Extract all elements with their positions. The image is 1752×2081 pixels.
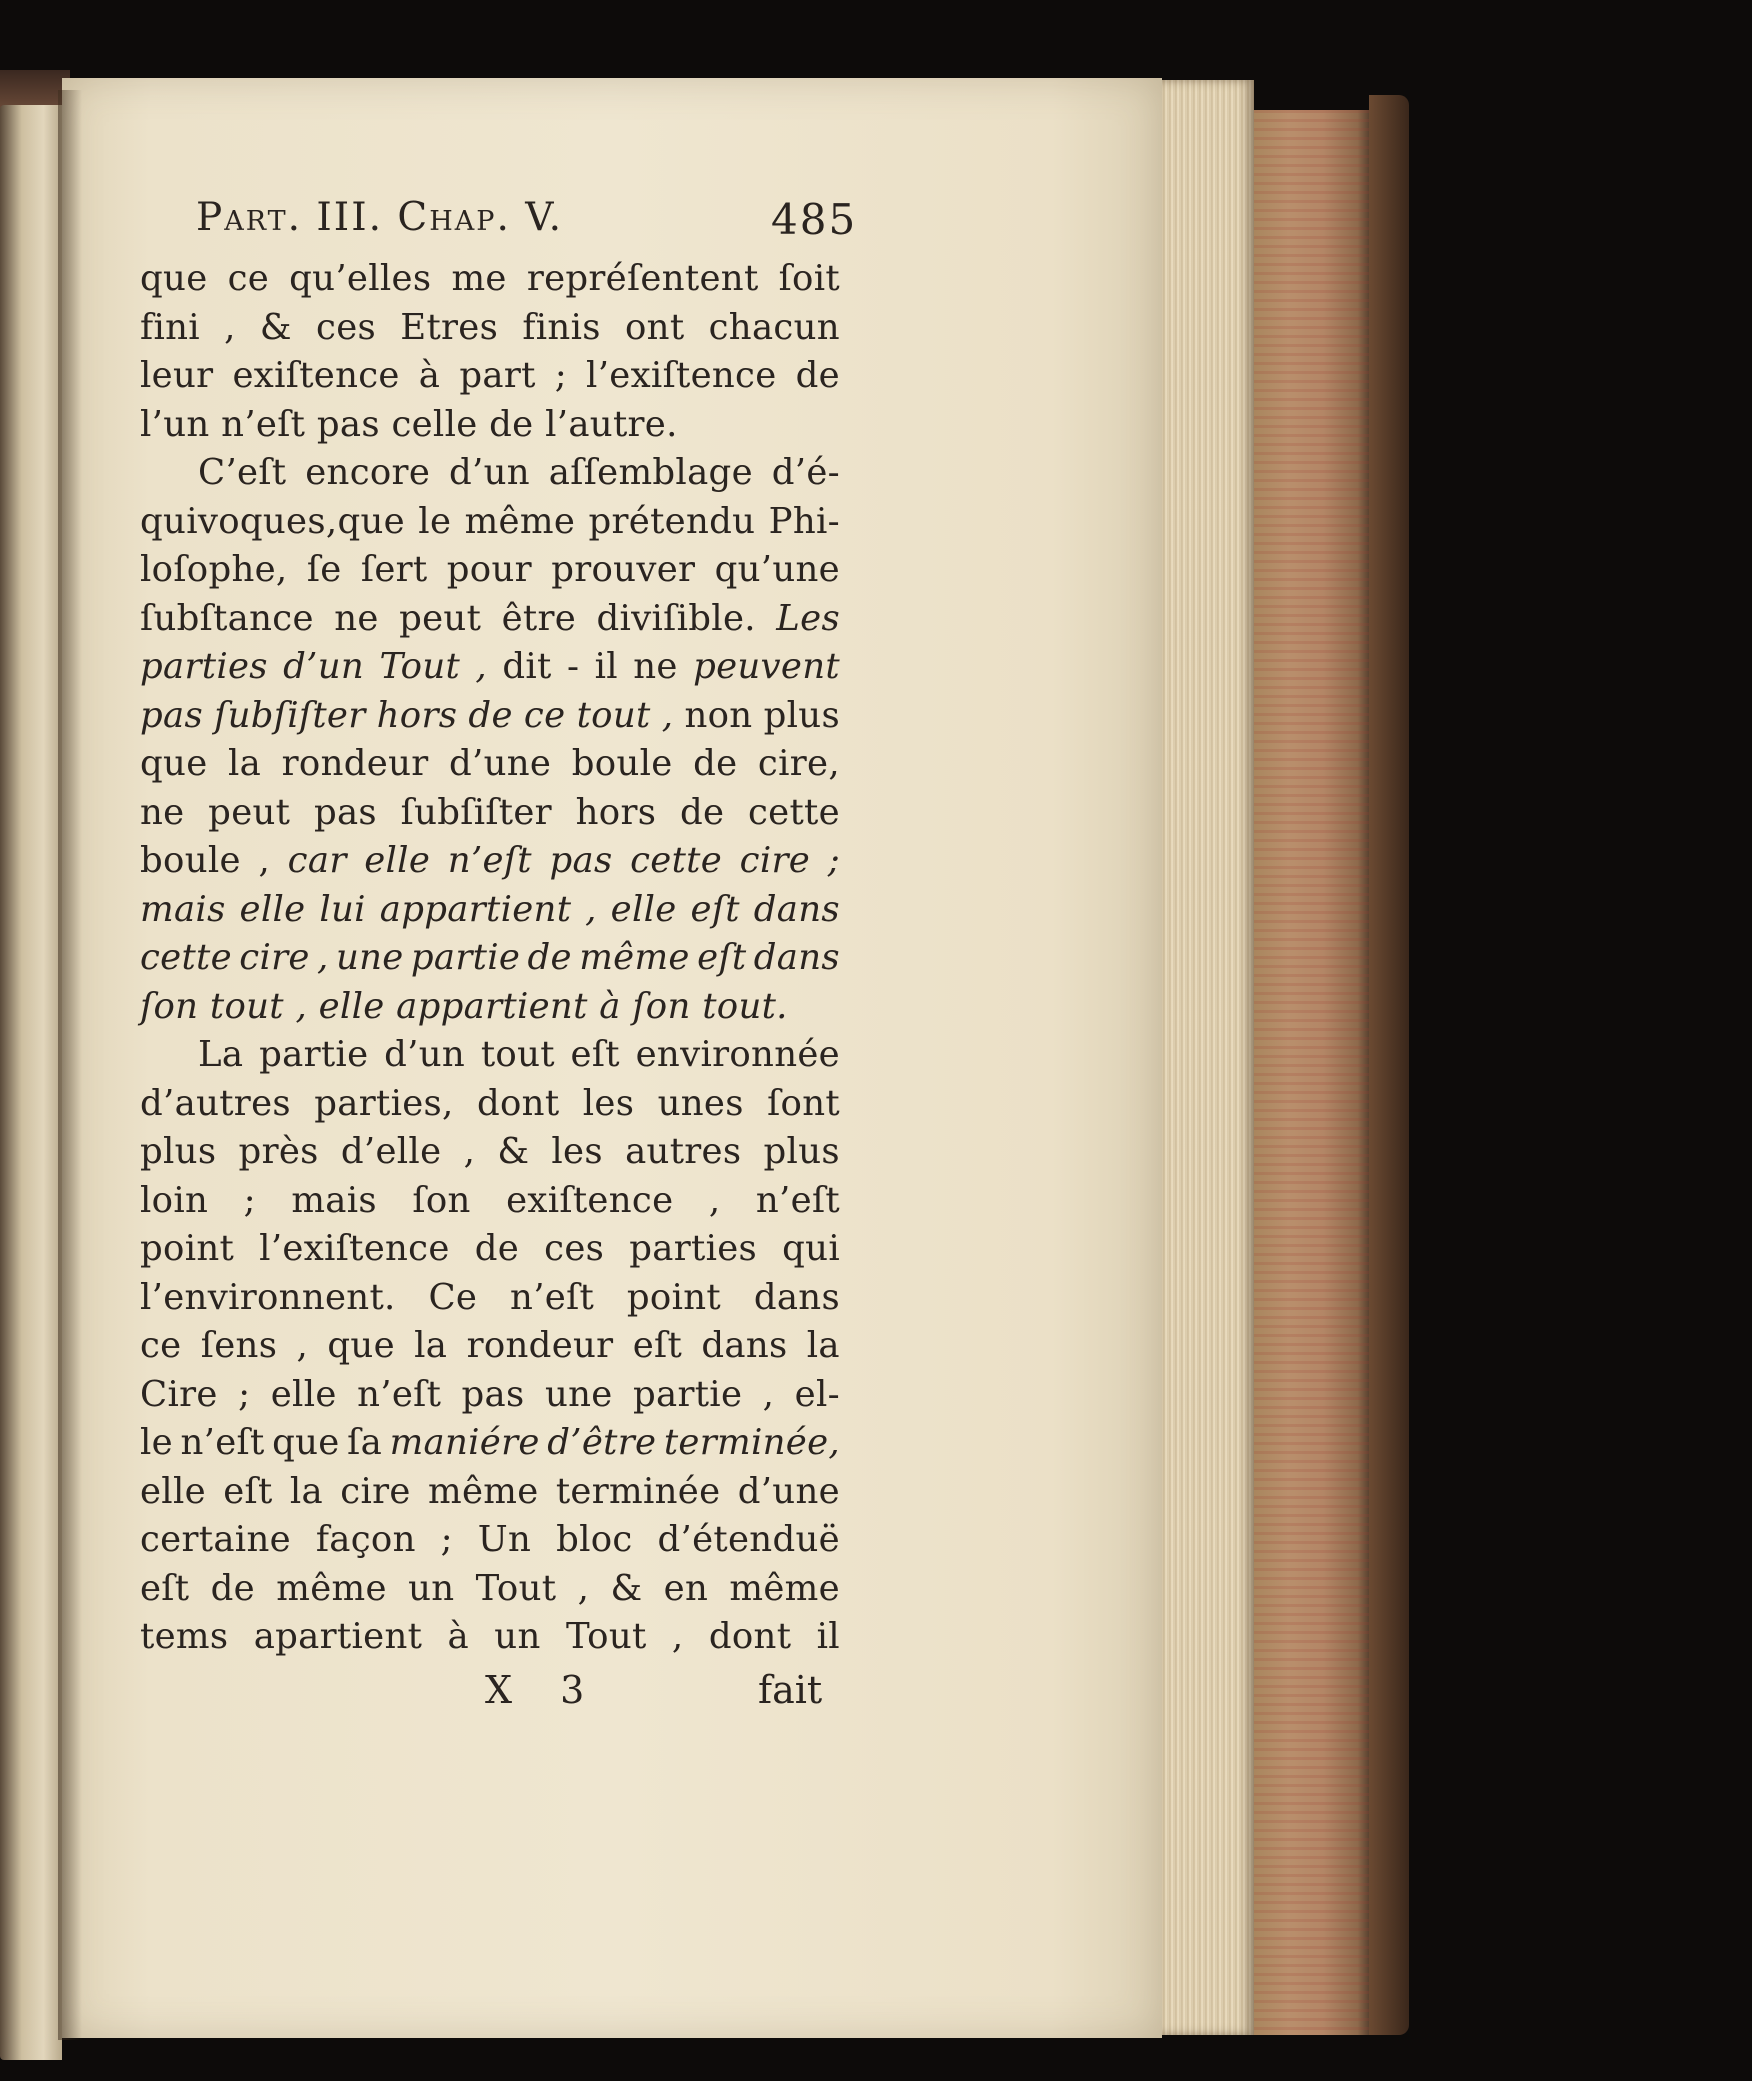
- word: exiſtence: [232, 355, 400, 396]
- word: dont: [708, 1616, 792, 1657]
- text-line: [140, 449, 840, 498]
- text-line: [140, 1225, 840, 1274]
- word: lui: [319, 888, 366, 930]
- word: ;: [238, 1373, 251, 1415]
- text-line: [140, 837, 840, 886]
- word: ;: [827, 840, 840, 881]
- text-line: [140, 1274, 840, 1323]
- body-text: [140, 255, 840, 1662]
- word: façon: [315, 1519, 416, 1560]
- word: il: [594, 646, 618, 687]
- word: parties,: [314, 1082, 454, 1124]
- word: exiſtence: [506, 1179, 674, 1221]
- word: d’étenduë: [657, 1519, 840, 1560]
- word: prouver: [551, 549, 696, 590]
- word: à: [418, 355, 441, 396]
- word: peuvent: [693, 646, 840, 687]
- word: ne: [140, 791, 185, 833]
- word: n’eſt: [221, 403, 306, 445]
- text-line: [140, 1080, 840, 1129]
- word: qui: [782, 1228, 840, 1269]
- word: boule: [571, 743, 673, 784]
- word: les: [582, 1082, 635, 1124]
- word: ſa: [347, 1422, 383, 1463]
- word: ſubſtance: [140, 597, 314, 639]
- word: repréſentent: [526, 258, 759, 299]
- word: eſt: [140, 1567, 190, 1609]
- word: ce: [523, 694, 566, 736]
- word: plus: [763, 1131, 840, 1172]
- word: cette: [140, 937, 232, 978]
- word: Les: [776, 597, 840, 639]
- word: dans: [753, 888, 840, 930]
- word: ,: [463, 1131, 476, 1172]
- text-line: [140, 740, 840, 789]
- word: leur: [140, 355, 214, 396]
- word: unes: [657, 1082, 744, 1124]
- page-footer: [140, 1662, 840, 1718]
- word: ,: [475, 646, 487, 687]
- word: ,: [317, 937, 329, 978]
- word: n’eſt: [447, 840, 532, 881]
- word: d’un: [384, 1034, 466, 1075]
- word: un: [494, 1616, 541, 1657]
- word: pas: [316, 403, 380, 445]
- word: pas: [549, 840, 613, 881]
- word: ont: [624, 306, 685, 348]
- word: ce: [227, 258, 270, 299]
- word: tout: [576, 694, 651, 736]
- word: maniére: [389, 1422, 540, 1463]
- word: cire: [239, 937, 310, 978]
- word: n’eſt: [357, 1373, 442, 1415]
- word: n’eſt: [180, 1422, 265, 1463]
- word: ,: [671, 1616, 684, 1657]
- word: dans: [753, 937, 840, 978]
- signature-mark: X 3: [485, 1667, 603, 1712]
- word: qu’elles: [289, 258, 432, 299]
- word: Etres: [400, 306, 499, 348]
- word: -: [566, 646, 580, 687]
- word: ,: [295, 985, 308, 1027]
- word: non: [684, 694, 753, 736]
- word: mais: [140, 888, 226, 930]
- word: ſe: [306, 549, 342, 590]
- word: rondeur: [281, 743, 429, 784]
- word: même: [428, 1470, 539, 1512]
- word: pas: [461, 1373, 525, 1415]
- word: ſubſiſter: [214, 694, 366, 736]
- word: ,: [762, 1373, 775, 1415]
- word: de: [679, 791, 725, 833]
- word: ſont: [767, 1082, 840, 1124]
- page-gutter-shadow: [58, 90, 82, 2040]
- word: d’elle: [340, 1131, 442, 1172]
- word: Cire: [140, 1373, 218, 1415]
- word: tout.: [702, 985, 788, 1027]
- word: ;: [243, 1179, 256, 1221]
- word: dans: [701, 1325, 788, 1366]
- word: elle: [318, 985, 385, 1027]
- word: ,: [708, 1179, 721, 1221]
- word: environnée: [635, 1034, 840, 1075]
- word: ſon: [140, 985, 199, 1027]
- word: ces: [544, 1228, 605, 1269]
- word: que: [140, 743, 208, 784]
- word: finis: [522, 306, 601, 348]
- text-line: [140, 1419, 840, 1468]
- word: le: [418, 500, 452, 542]
- word: une: [335, 937, 404, 978]
- word: C’eſt: [198, 452, 287, 493]
- page-block-fore-edge: [1162, 80, 1254, 2035]
- word: Tout: [379, 646, 461, 687]
- word: chacun: [708, 306, 840, 348]
- word: tout: [209, 985, 284, 1027]
- word: ,: [224, 306, 236, 348]
- word: point: [140, 1228, 235, 1269]
- running-head: Part. III. Chap. V.: [196, 195, 563, 240]
- word: pour: [446, 549, 532, 590]
- word: el-: [794, 1373, 840, 1415]
- word: ;: [554, 355, 567, 396]
- word: l’autre.: [545, 403, 678, 445]
- book-cover-edge: [1369, 95, 1409, 2035]
- page-text-block: [140, 195, 858, 1718]
- text-line: [140, 595, 840, 644]
- word: ce: [140, 1325, 182, 1366]
- word: d’une: [449, 743, 552, 784]
- word: ne: [334, 597, 379, 639]
- text-line: [140, 1128, 840, 1177]
- word: Ce: [428, 1276, 478, 1318]
- word: elle: [610, 888, 677, 930]
- word: d’autres: [140, 1082, 291, 1124]
- word: ſon: [412, 1179, 471, 1221]
- word: autres: [625, 1131, 742, 1172]
- word: la: [228, 743, 262, 784]
- word: point: [626, 1276, 721, 1318]
- word: même: [729, 1567, 840, 1609]
- word: eſt: [570, 1034, 620, 1075]
- word: car: [287, 840, 347, 881]
- word: le: [140, 1422, 173, 1463]
- word: la: [289, 1470, 323, 1512]
- word: celle: [391, 403, 478, 445]
- word: de: [527, 937, 572, 978]
- word: Tout: [475, 1567, 557, 1609]
- word: &: [259, 306, 292, 348]
- word: l’exiſtence: [259, 1228, 450, 1269]
- word: cette: [747, 791, 840, 833]
- text-line: [140, 643, 840, 692]
- word: près: [238, 1131, 319, 1172]
- text-line: [140, 1468, 840, 1517]
- word: même: [276, 1567, 387, 1609]
- word: ,: [661, 694, 674, 736]
- word: de: [210, 1567, 255, 1609]
- word: mais: [291, 1179, 377, 1221]
- word: en: [663, 1567, 709, 1609]
- word: Un: [477, 1519, 532, 1560]
- text-line: [140, 255, 840, 304]
- text-line: [140, 1322, 840, 1371]
- word: Phi-: [768, 500, 840, 542]
- text-line: [140, 1031, 840, 1080]
- word: loin: [140, 1179, 209, 1221]
- word: les: [551, 1131, 603, 1172]
- word: ces: [316, 306, 377, 348]
- word: partie: [259, 1034, 369, 1075]
- word: même: [579, 937, 690, 978]
- word: d’une: [737, 1470, 840, 1512]
- word: partie: [632, 1373, 743, 1415]
- word: rondeur: [466, 1325, 614, 1366]
- word: d’un: [449, 452, 530, 493]
- word: ſoit: [778, 258, 840, 299]
- text-line: [140, 1565, 840, 1614]
- word: elle: [270, 1373, 337, 1415]
- text-line: [140, 498, 840, 547]
- catchword: fait: [758, 1667, 823, 1712]
- word: que: [272, 1422, 340, 1463]
- word: fini: [140, 306, 200, 348]
- word: qu’une: [714, 549, 840, 590]
- word: aſſemblage: [548, 452, 753, 493]
- word: ,: [585, 888, 597, 930]
- word: ſert: [360, 549, 428, 590]
- text-line: [140, 1177, 840, 1226]
- word: cire: [340, 1470, 411, 1512]
- word: que: [140, 258, 208, 299]
- word: de: [489, 403, 534, 445]
- word: ſens: [200, 1325, 278, 1366]
- word: apartient: [253, 1616, 423, 1657]
- word: hors: [575, 791, 657, 833]
- word: ,: [258, 840, 271, 881]
- word: l’exiſtence: [586, 355, 777, 396]
- word: &: [497, 1131, 530, 1172]
- word: de: [468, 694, 513, 736]
- word: appartient: [379, 888, 572, 930]
- text-line: [140, 983, 840, 1032]
- word: n’eſt: [755, 1179, 840, 1221]
- text-line: [140, 692, 840, 741]
- word: prétendu: [588, 500, 756, 542]
- word: l’environnent.: [140, 1276, 396, 1318]
- word: pas: [313, 791, 377, 833]
- word: que: [327, 1325, 395, 1366]
- word: à: [447, 1616, 469, 1657]
- word: bloc: [556, 1519, 633, 1560]
- page-number: 485: [771, 195, 858, 244]
- word: de: [474, 1228, 520, 1269]
- word: un: [408, 1567, 455, 1609]
- word: ſubſiſter: [400, 791, 552, 833]
- text-line: [140, 546, 840, 595]
- word: part: [459, 355, 536, 396]
- word: cire: [739, 840, 811, 881]
- word: hors: [376, 694, 458, 736]
- word: &: [610, 1567, 643, 1609]
- word: terminée: [555, 1470, 721, 1512]
- word: être: [501, 597, 577, 639]
- text-line: [140, 352, 840, 401]
- word: Tout: [565, 1616, 647, 1657]
- word: n’eſt: [510, 1276, 595, 1318]
- word: à: [599, 985, 621, 1027]
- word: de: [795, 355, 840, 396]
- word: la: [806, 1325, 840, 1366]
- text-line: [140, 304, 840, 353]
- word: cette: [630, 840, 723, 881]
- word: eſt: [223, 1470, 273, 1512]
- word: parties: [629, 1228, 758, 1269]
- word: pas: [140, 694, 204, 736]
- text-line: [140, 1371, 840, 1420]
- previous-page-edge: [0, 105, 62, 2060]
- word: de: [693, 743, 738, 784]
- word: d’un: [283, 646, 365, 687]
- word: ne: [633, 646, 678, 687]
- word: d’é-: [771, 452, 840, 493]
- word: encore: [305, 452, 431, 493]
- word: ,: [577, 1567, 590, 1609]
- word: diviſible.: [596, 597, 756, 639]
- word: eſt: [632, 1325, 683, 1366]
- text-line: [140, 1516, 840, 1565]
- word: boule: [140, 840, 241, 881]
- word: dont: [476, 1082, 560, 1124]
- word: appartient: [396, 985, 588, 1027]
- word: même: [464, 500, 576, 542]
- word: l’un: [140, 403, 210, 445]
- word: eſt: [697, 937, 747, 978]
- word: ,: [296, 1325, 309, 1366]
- word: d’être: [547, 1422, 657, 1463]
- text-line: [140, 401, 840, 450]
- word: elle: [239, 888, 306, 930]
- word: ſon: [632, 985, 691, 1027]
- word: tems: [140, 1616, 229, 1657]
- text-line: [140, 1613, 840, 1662]
- word: me: [451, 258, 507, 299]
- word: la: [414, 1325, 448, 1366]
- word: La: [198, 1034, 244, 1075]
- word: elle: [140, 1470, 206, 1512]
- word: eſt: [690, 888, 740, 930]
- word: une: [544, 1373, 613, 1415]
- word: certaine: [140, 1519, 291, 1560]
- word: partie: [410, 937, 521, 978]
- sprinkled-page-edges: [1254, 110, 1369, 2035]
- word: parties: [140, 646, 268, 687]
- running-header: [196, 195, 858, 255]
- word: elle: [364, 840, 431, 881]
- word: ;: [440, 1519, 453, 1560]
- text-line: [140, 934, 840, 983]
- word: dit: [502, 646, 552, 687]
- word: quivoques,que: [140, 500, 405, 542]
- word: il: [816, 1616, 840, 1657]
- word: peut: [399, 597, 482, 639]
- word: cire,: [757, 743, 840, 784]
- text-line: [140, 886, 840, 935]
- word: plus: [763, 694, 840, 736]
- word: peut: [208, 791, 291, 833]
- word: loſophe,: [140, 549, 288, 590]
- word: tout: [480, 1034, 555, 1075]
- word: dans: [753, 1276, 840, 1318]
- word: plus: [140, 1131, 217, 1172]
- text-line: [140, 789, 840, 838]
- word: terminée,: [663, 1422, 840, 1463]
